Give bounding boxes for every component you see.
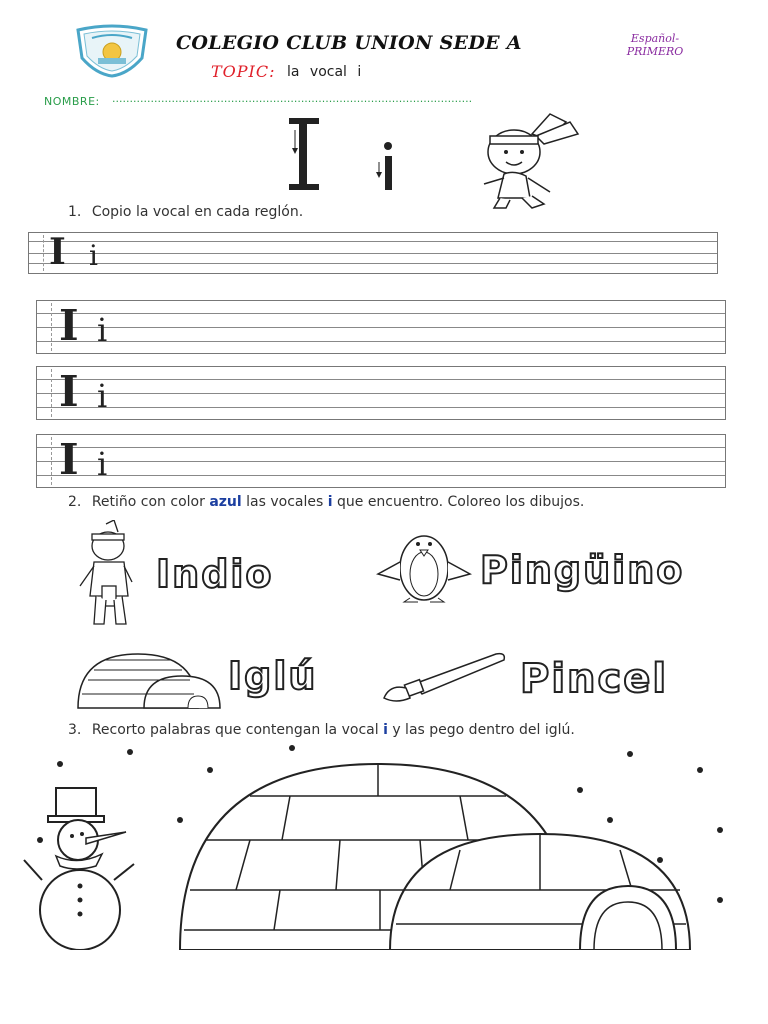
instruction-3-vowel: i	[383, 722, 388, 738]
instruction-1-text: Copio la vocal en cada reglón.	[91, 204, 304, 220]
instruction-3-text-a: Recorto palabras que contengan la vocal	[91, 722, 384, 738]
instruction-2-vowel: i	[327, 494, 333, 510]
penguin-illustration	[374, 522, 474, 604]
writing-row-4[interactable]	[36, 434, 726, 488]
row-1-upper: I	[49, 231, 66, 273]
instruction-3	[68, 722, 575, 738]
row-4-lower: i	[97, 445, 108, 483]
row-4-upper: I	[59, 435, 79, 484]
writing-row-1[interactable]	[28, 232, 718, 274]
instruction-3-number: 3.	[68, 722, 82, 738]
writing-row-3[interactable]	[36, 366, 726, 420]
instruction-2-keyword: azul	[209, 494, 242, 510]
school-crest-logo	[72, 24, 152, 78]
big-letter-strokes	[285, 116, 415, 196]
subject-label: Español-	[630, 32, 680, 45]
school-name: COLEGIO CLUB UNION SEDE A	[176, 32, 522, 54]
instruction-2-number: 2.	[68, 494, 82, 510]
grade-label: PRIMERO	[626, 45, 684, 58]
instruction-2	[68, 494, 584, 510]
word-indio: Indio	[156, 552, 274, 596]
row-3-lower: i	[97, 377, 108, 415]
word-pinguino: Pingüino	[480, 548, 685, 592]
topic-value: la vocal i	[287, 64, 362, 80]
instruction-2-text-c: que encuentro. Coloreo los dibujos.	[332, 494, 585, 510]
paintbrush-illustration	[380, 650, 510, 702]
row-3-upper: I	[59, 367, 79, 416]
topic-label: TOPIC:	[211, 62, 276, 81]
igloo-small-illustration	[74, 650, 224, 710]
instruction-2-text-a: Retiño con color	[91, 494, 210, 510]
instruction-3-text-b: y las pego dentro del iglú.	[387, 722, 575, 738]
name-label: NOMBRE:	[44, 95, 100, 108]
indian-figure-illustration	[70, 520, 150, 632]
row-2-upper: I	[59, 301, 79, 350]
indian-boy-illustration	[470, 112, 590, 212]
instruction-1-number: 1.	[68, 204, 82, 220]
writing-row-2[interactable]	[36, 300, 726, 354]
name-field-dots[interactable]: .......................................................................................................	[112, 92, 473, 105]
word-pincel: Pincel	[520, 656, 669, 702]
subject-grade	[600, 32, 710, 58]
igloo-snowman-scene	[20, 740, 740, 950]
row-1-lower: i	[89, 239, 98, 272]
instruction-2-text-b: las vocales	[241, 494, 328, 510]
big-letter-model	[285, 116, 415, 196]
row-2-lower: i	[97, 311, 108, 349]
word-iglu: Iglú	[228, 654, 318, 698]
instruction-1	[68, 204, 303, 220]
